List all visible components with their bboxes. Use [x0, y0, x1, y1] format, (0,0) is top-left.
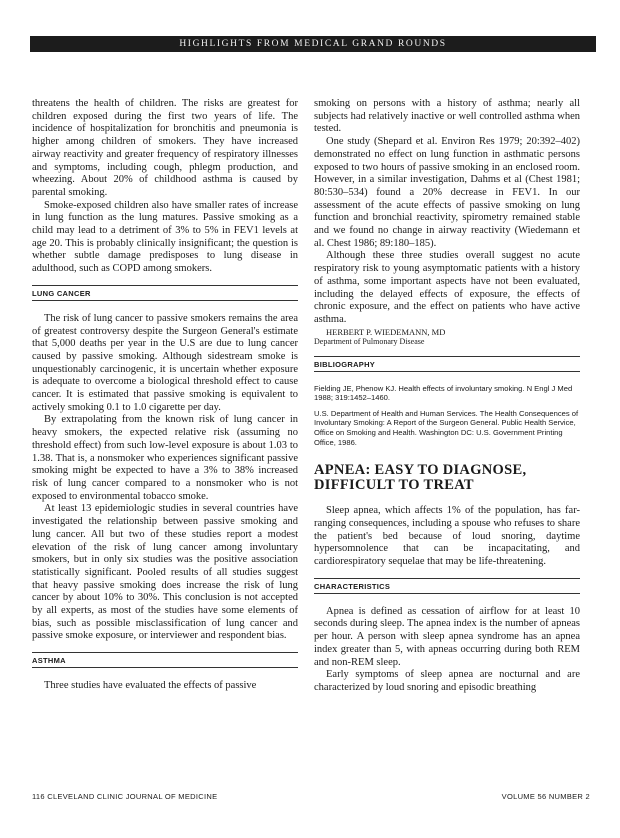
- section-heading-bibliography: BIBLIOGRAPHY: [314, 356, 580, 372]
- body-paragraph: By extrapolating from the known risk of lung cancer in heavy smokers, the expected relative risk (assuming no threshold effect) from such low-level exposure is about 1.03 to 1.38. That is, a nonsmoker who experiences significant passive smoking might be expected to have a 3% to 38% increased risk of lung cancer compared to a nonsmoker who is not exposed to environmental tobacco smoke.: [32, 414, 298, 502]
- section-heading-asthma: ASTHMA: [32, 652, 298, 668]
- author-name: HERBERT P. WIEDEMANN, MD: [326, 326, 446, 337]
- body-paragraph: Smoke-exposed children also have smaller rates of increase in lung function as the lung matures. Passive smoking as a child may lead to a detriment of 3% to 5% in FEV1 levels at age 20. This is probably clinically insignificant; the question is whether subtle damage predisposes to lung disease in adulthood, such as COPD among smokers.: [32, 199, 298, 275]
- footer-volume: VOLUME 56 NUMBER 2: [501, 792, 590, 801]
- section-banner: HIGHLIGHTS FROM MEDICAL GRAND ROUNDS: [30, 36, 596, 52]
- body-paragraph: Sleep apnea, which affects 1% of the population, has far-ranging consequences, including a spouse who refuses to share the patient's bed because of loud snoring, daytime hypersomnolence that can be incapacitating, and cardiorespiratory sequelae that may be life-threatening.: [314, 505, 580, 568]
- body-paragraph: threatens the health of children. The risks are greatest for children exposed during the first two years of life. The incidence of hospitalization for bronchitis and pneumonia is higher among children of smokers. They have increased airway reactivity and greater frequency of respiratory illnesses and symptoms, including cough, phlegm production, and wheezing. About 20% of childhood asthma is caused by parental smoking.: [32, 98, 298, 198]
- section-heading-characteristics: CHARACTERISTICS: [314, 578, 580, 594]
- bibliography-entry: Fielding JE, Phenow KJ. Health effects of involuntary smoking. N Engl J Med 1988; 319:1452–1460.: [314, 383, 573, 403]
- body-paragraph: The risk of lung cancer to passive smokers remains the area of greatest controversy despite the Surgeon General's estimate that 5,000 deaths per year in the U.S are due to lung cancer caused by passive smoking. Although sidestream smoke is unquestionably carcinogenic, it is uncertain whether exposure is adequate to overcome a biological threshold effect to cause cancer. It is estimated that passive smoking is equivalent to actively smoking 0.1 to 1.0 cigarette per day.: [32, 312, 298, 413]
- author-department: Department of Pulmonary Disease: [314, 336, 425, 346]
- bibliography-list: [314, 384, 580, 448]
- footer-journal: 116 CLEVELAND CLINIC JOURNAL OF MEDICINE: [32, 792, 218, 801]
- body-paragraph: Early symptoms of sleep apnea are nocturnal and are characterized by loud snoring and episodic breathing: [314, 669, 580, 693]
- article-title-line: APNEA: EASY TO DIAGNOSE,: [314, 462, 527, 479]
- body-paragraph: smoking on persons with a history of asthma; nearly all subjects had relatively inactive or well controlled asthma when tested.: [314, 98, 580, 135]
- body-paragraph: At least 13 epidemiologic studies in several countries have investigated the relationship between passive smoking and lung cancer. All but two of these studies report a modest elevation of the risk of lung cancer among involuntary smokers, but in only six studies was the positive association statistically significant. Pooled results of all studies suggest that heavy passive smoking does increase the risk of lung cancer by about 10% to 30%. This conclusion is not accepted by all experts, as most of the studies have some elements of bias, such as possible misclassification of lung cancer and passive smoke exposure, or interviewer and respondent bias.: [32, 503, 298, 642]
- body-paragraph: Although these three studies overall suggest no acute respiratory risk to young asymptomatic patients with a history of asthma, some important aspects have not been evaluated, including the delayed effects of exposure, the effects of chronic exposure, and the effect on patients who have active asthma.: [314, 250, 580, 325]
- body-paragraph: One study (Shepard et al. Environ Res 1979; 20:392–402) demonstrated no effect on lung function in asthmatic persons exposed to two hours of passive smoking in an enclosed room. However, in a similar investigation, Dahms et al (Chest 1981; 80:530–534) found a 20% decrease in FEV1. In our assessment of the acute effects of passive smoking on lung function and bronchial reactivity, spirometry remained stable and we found no change in airway reactivity (Wiedemann et al. Chest 1986; 89:180–185).: [314, 136, 580, 249]
- body-paragraph: Apnea is defined as cessation of airflow for at least 10 seconds during sleep. The apnea index is the number of apneas per hour. A person with sleep apnea syndrome has an apnea index greater than 5, with apneas occurring during both REM and non-REM sleep.: [314, 605, 580, 668]
- bibliography-entry: U.S. Department of Health and Human Services. The Health Consequences of Involuntary Smoking: A Report of the Surgeon General. Public Health Service, Office on Smoking and Health. Washington DC: U.S. Government Printing Office, 1986.: [314, 408, 579, 447]
- right-column: [314, 98, 580, 695]
- section-heading-lung-cancer: LUNG CANCER: [32, 285, 298, 301]
- article-title: [314, 463, 580, 493]
- article-title-line: DIFFICULT TO TREAT: [314, 477, 474, 494]
- body-paragraph: Three studies have evaluated the effects of passive: [44, 680, 257, 692]
- left-column: [32, 98, 298, 693]
